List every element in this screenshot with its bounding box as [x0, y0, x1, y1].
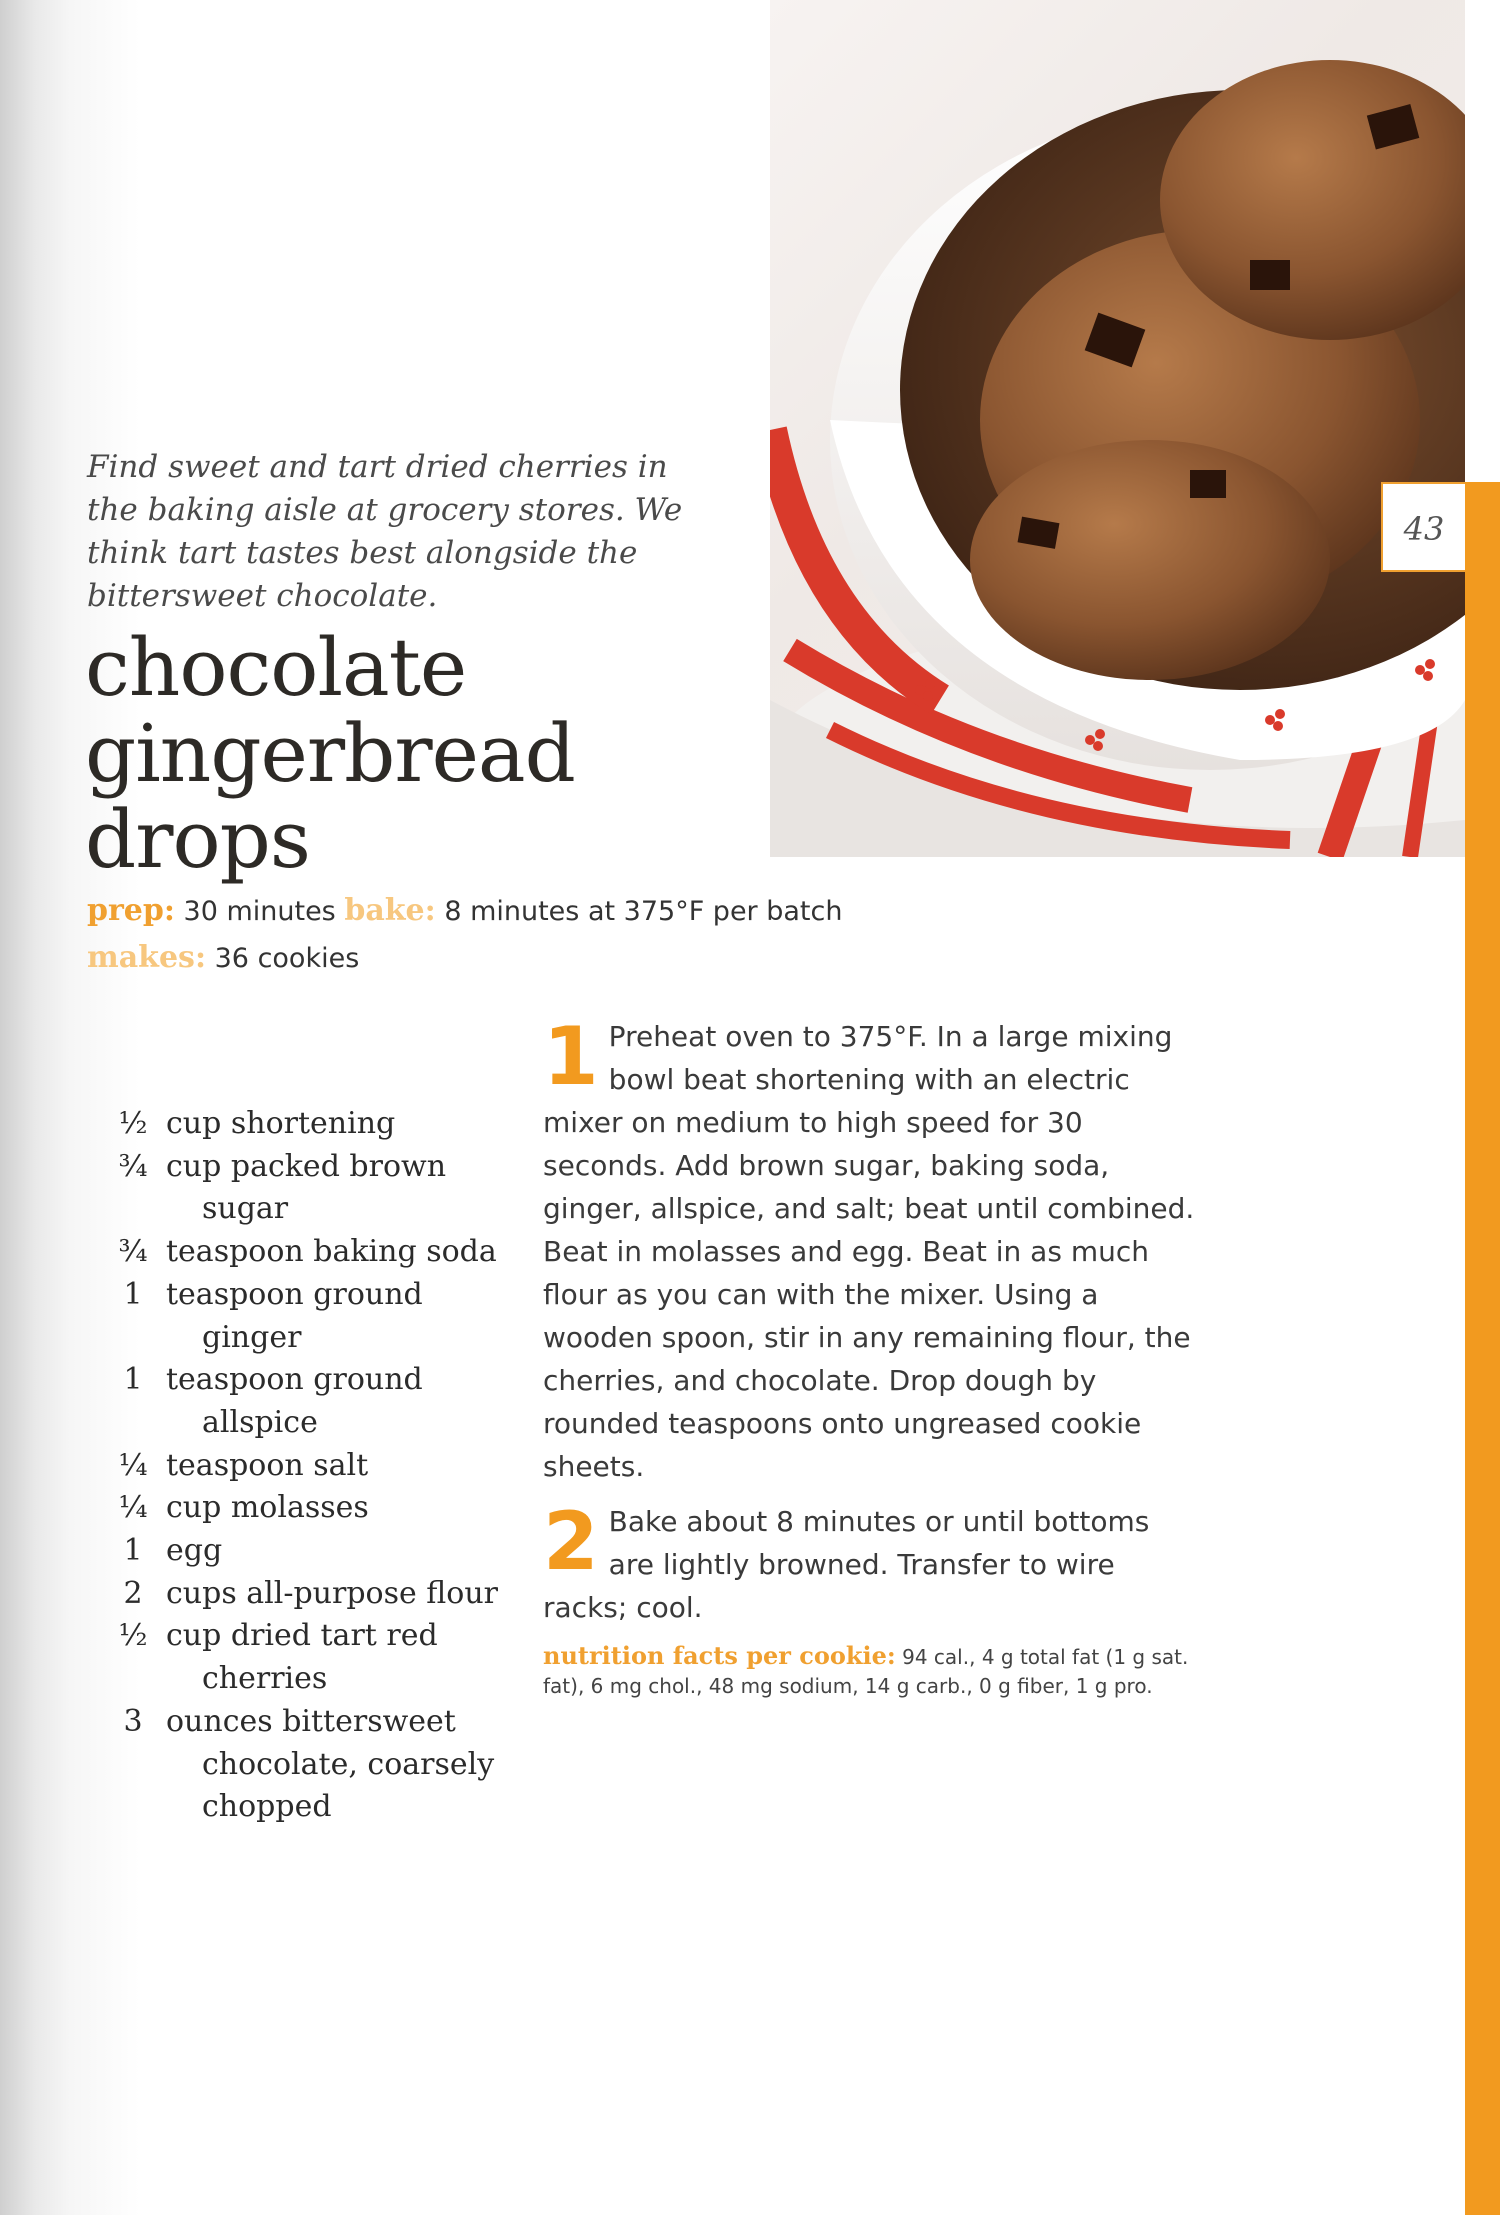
ingredient-item — [100, 1530, 520, 1573]
step-number: 1 — [543, 1010, 599, 1103]
ingredient-name: cup dried tart red cherries — [166, 1618, 438, 1697]
ingredient-quantity: ½ — [118, 1106, 148, 1141]
bake-value: 8 minutes at 375°F per batch — [444, 896, 843, 927]
step-text: Preheat oven to 375°F. In a large mixing bowl beat shortening with an electric mixer on medium to high speed for 30 seconds. Add brown sugar, baking soda, ginger, allspice, and salt; beat until combined. Beat in molasses and egg. Beat in as much flour as you can with the mixer. Using a wooden spoon, stir in any remaining flour, the cherries, and chocolate. Drop dough by rounded teaspoons onto ungreased cookie sheets. — [543, 1020, 1195, 1483]
page-number: 43 — [1403, 510, 1445, 548]
ingredient-name: cup packed brown sugar — [166, 1148, 447, 1227]
ingredient-name: teaspoon ground ginger — [166, 1276, 423, 1355]
orange-edge-stripe-top — [1465, 482, 1500, 572]
directions — [543, 1010, 1203, 1701]
ingredient-quantity: 3 — [123, 1703, 143, 1739]
recipe-meta — [87, 888, 987, 982]
ingredient-quantity: ½ — [118, 1618, 148, 1654]
ingredient-name: cup shortening — [166, 1106, 396, 1141]
ingredient-item — [100, 1146, 520, 1231]
nutrition-facts — [543, 1641, 1203, 1701]
ingredient-quantity: 2 — [123, 1575, 143, 1611]
recipe-title — [85, 621, 725, 886]
direction-step — [543, 1495, 1203, 1629]
ingredient-item — [100, 1103, 520, 1146]
ingredient-name: ounces bittersweet chocolate, coarsely chopped — [166, 1703, 495, 1825]
ingredient-item — [100, 1274, 520, 1359]
prep-value: 30 minutes — [183, 896, 336, 927]
ingredient-quantity: 1 — [123, 1276, 143, 1312]
cookies-in-bowl-photo — [770, 0, 1465, 857]
ingredient-name: cups all-purpose flour — [166, 1575, 499, 1611]
recipe-intro: Find sweet and tart dried cherries in the baking aisle at grocery stores. We think tart tastes best alongside the bittersweet chocolate. — [87, 449, 683, 614]
step-number: 2 — [543, 1495, 599, 1588]
ingredient-quantity: ¾ — [118, 1148, 148, 1184]
ingredient-item — [100, 1445, 520, 1488]
ingredient-name: teaspoon ground allspice — [166, 1362, 423, 1440]
direction-step — [543, 1010, 1203, 1488]
orange-edge-stripe — [1465, 572, 1500, 2215]
step-text: Bake about 8 minutes or until bottoms are lightly browned. Transfer to wire racks; cool. — [543, 1505, 1150, 1624]
meta-line-makes — [87, 935, 987, 982]
nutrition-value: 94 cal., 4 g total fat (1 g sat. fat), 6 mg chol., 48 mg sodium, 14 g carb., 0 g fiber, 1 g pro. — [543, 1645, 1189, 1698]
ingredient-item — [100, 1573, 520, 1616]
ingredient-quantity: ¾ — [118, 1234, 148, 1270]
ingredient-name: teaspoon salt — [166, 1447, 369, 1483]
nutrition-label: nutrition facts per cookie: — [543, 1641, 896, 1670]
recipe-title-line: drops — [85, 793, 310, 886]
ingredient-item — [100, 1359, 520, 1444]
makes-label: makes: — [87, 940, 207, 975]
makes-value: 36 cookies — [214, 943, 360, 974]
ingredient-name: egg — [166, 1533, 223, 1569]
ingredient-item — [100, 1701, 520, 1829]
ingredient-name: teaspoon baking soda — [166, 1234, 497, 1270]
bake-label: bake: — [344, 893, 436, 928]
ingredient-quantity: ¼ — [118, 1447, 148, 1483]
ingredient-item — [100, 1231, 520, 1274]
ingredient-quantity: 1 — [123, 1533, 143, 1569]
ingredient-quantity: ¼ — [118, 1490, 148, 1526]
prep-label: prep: — [87, 893, 175, 928]
ingredient-item — [100, 1487, 520, 1530]
meta-line-prep-bake — [87, 888, 987, 935]
recipe-title-line: gingerbread — [85, 707, 575, 800]
page-number-tab — [1381, 482, 1465, 572]
recipe-title-line: chocolate — [85, 621, 467, 714]
ingredient-quantity: 1 — [123, 1362, 143, 1398]
ingredient-list — [100, 1103, 520, 1829]
ingredient-item — [100, 1615, 520, 1700]
ingredient-name: cup molasses — [166, 1490, 369, 1526]
